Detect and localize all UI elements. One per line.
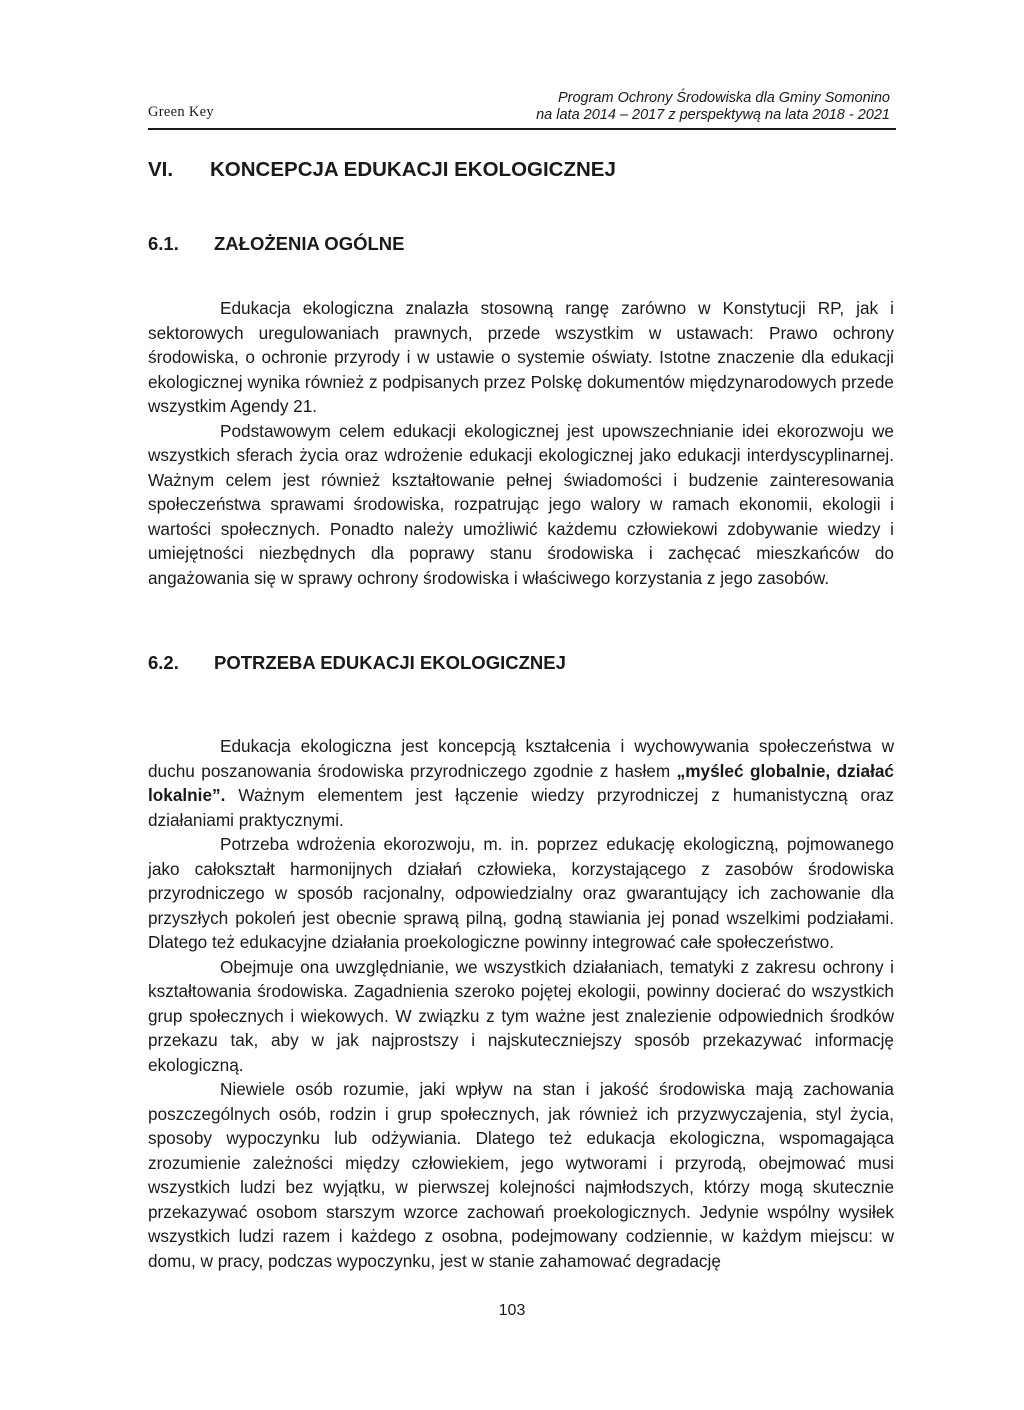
chapter-number: VI. — [148, 158, 174, 181]
paragraph: Potrzeba wdrożenia ekorozwoju, m. in. poprzez edukację ekologiczną, pojmowanego jako całokształt harmonijnych działań człowieka, korzystającego z zasobów środowiska przyrodniczego w sposób racjonalny, odpowiedzialny oraz gwarantujący ich zachowanie dla przyszłych pokoleń jest obecnie sprawą pilną, godną stawiania jej ponad wszelkimi podziałami. Dlatego też edukacyjne działania proekologiczne powinny integrować całe społeczeństwo. — [148, 834, 894, 952]
page-number: 103 — [498, 1302, 526, 1319]
chapter-heading — [148, 158, 616, 182]
paragraph — [148, 734, 894, 832]
brand-name: Green Key — [148, 104, 214, 120]
section-6-2-body — [148, 734, 894, 1273]
section-number: 6.1. — [148, 233, 179, 254]
section-6-1-body — [148, 296, 894, 590]
paragraph: Podstawowym celem edukacji ekologicznej jest upowszechnianie idei ekorozwoju we wszystkich sferach życia oraz wdrożenie edukacji ekologicznej jako edukacji interdyscyplinarnej. Ważnym celem jest również kształtowanie pełnej świadomości i budzenie zainteresowania społeczeństwa sprawami środowiska, rozpatrując jego walory w ramach ekonomii, ekologii i wartości społecznych. Ponadto należy umożliwić każdemu człowiekowi zdobywanie wiedzy i umiejętności niezbędnych dla poprawy stanu środowiska i zachęcać mieszkańców do angażowania się w sprawy ochrony środowiska i właściwego korzystania z jego zasobów. — [148, 420, 894, 588]
section-number: 6.2. — [148, 652, 179, 673]
section-title: POTRZEBA EDUKACJI EKOLOGICZNEJ — [214, 652, 566, 673]
header-title-line: Program Ochrony Środowiska dla Gminy Somonino — [557, 90, 890, 106]
running-header — [148, 86, 896, 130]
section-heading-6-1 — [148, 233, 404, 255]
slogan-bold: „myśleć globalnie, działać lokalnie”. — [148, 760, 894, 805]
paragraph: Edukacja ekologiczna znalazła stosowną rangę zarówno w Konstytucji RP, jak i sektorowych uregulowaniach prawnych, przede wszystkim w ustawach: Prawo ochrony środowiska, o ochronie przyrody i w ustawie o systemie oświaty. Istotne znaczenie dla edukacji ekologicznej wynika również z podpisanych przez Polskę dokumentów międzynarodowych przede wszystkim Agendy 21. — [148, 298, 894, 416]
document-title-header — [536, 90, 890, 124]
section-title: ZAŁOŻENIA OGÓLNE — [214, 233, 405, 254]
paragraph-text: Ważnym elementem jest łączenie wiedzy przyrodniczej z humanistyczną oraz działaniami praktycznymi. — [148, 785, 894, 830]
paragraph-text: Edukacja ekologiczna jest koncepcją kształcenia i wychowywania społeczeństwa w duchu poszanowania środowiska przyrodniczego zgodnie z hasłem — [148, 736, 894, 781]
paragraph: Obejmuje ona uwzględnianie, we wszystkich działaniach, tematyki z zakresu ochrony i kształtowania środowiska. Zagadnienia szeroko pojętej ekologii, powinny docierać do wszystkich grup społecznych i wiekowych. W związku z tym ważne jest znalezienie odpowiednich środków przekazu tak, aby w jak najprostszy i najskuteczniejszy sposób przekazywać informację ekologiczną. — [148, 956, 894, 1075]
section-heading-6-2 — [148, 652, 566, 674]
chapter-title: KONCEPCJA EDUKACJI EKOLOGICZNEJ — [210, 158, 616, 181]
paragraph: Niewiele osób rozumie, jaki wpływ na stan i jakość środowiska mają zachowania poszczególnych osób, rodzin i grup społecznych, jak również ich przyzwyczajenia, styl życia, sposoby wypoczynku lub odżywiania. Dlatego też edukacja ekologiczna, wspomagająca zrozumienie zależności między człowiekiem, jego wytworami i przyrodą, obejmować musi wszystkich ludzi bez wyjątku, w pierwszej kolejności najmłodszych, którzy mogą skutecznie przekazywać osobom starszym wzorce zachowań proekologicznych. Jedynie wspólny wysiłek wszystkich ludzi razem i każdego z osobna, podejmowany codziennie, w każdym miejscu: w domu, w pracy, podczas wypoczynku, jest w stanie zahamować degradację — [148, 1079, 894, 1271]
header-period-line: na lata 2014 – 2017 z perspektywą na lata 2018 - 2021 — [536, 107, 890, 123]
